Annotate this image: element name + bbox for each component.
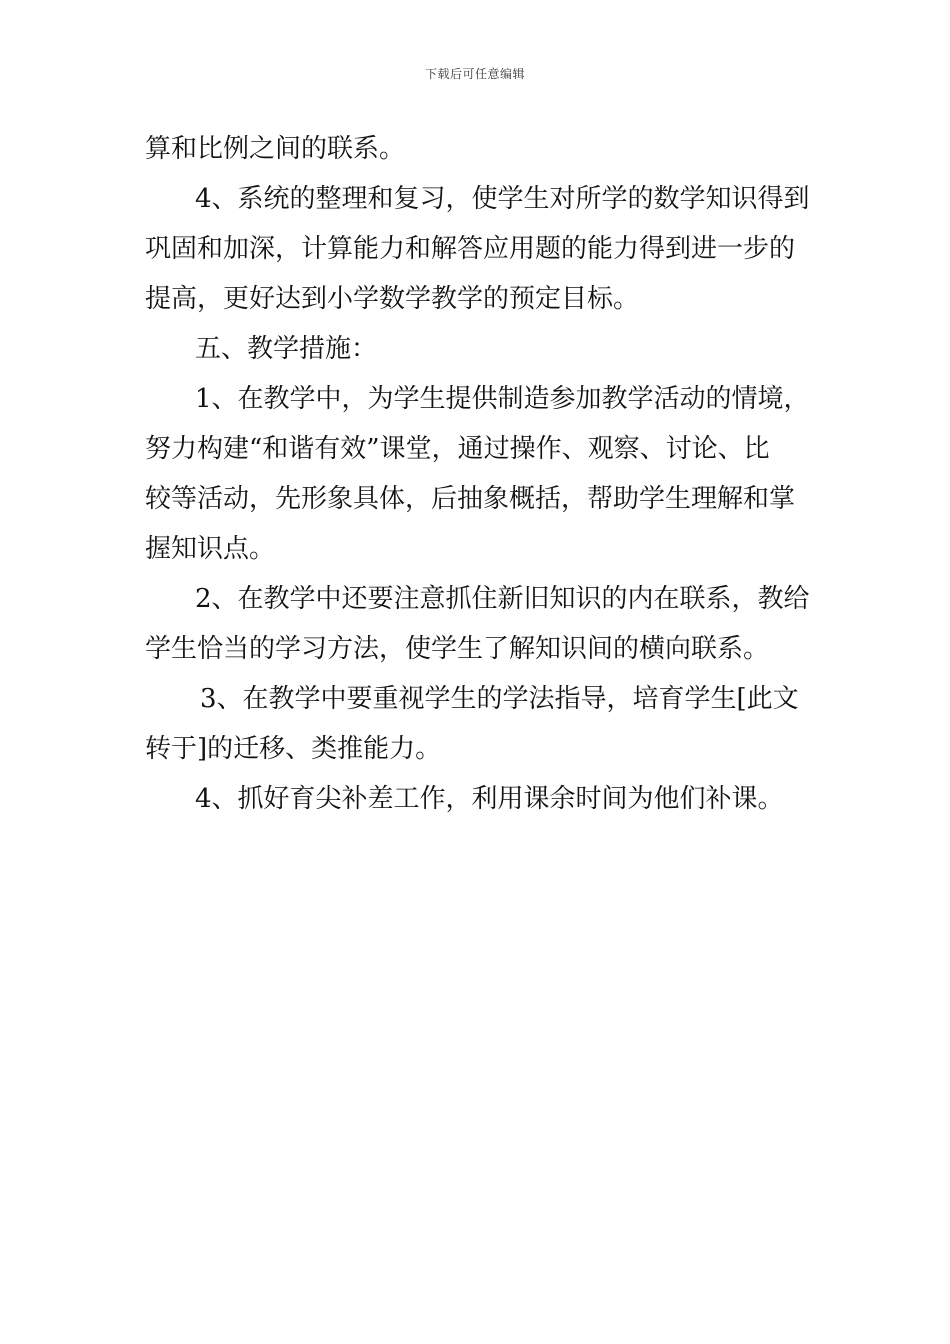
text-line: 学生恰当的学习方法，使学生了解知识间的横向联系。 [145, 634, 770, 664]
header-note: 下载后可任意编辑 [424, 67, 525, 81]
text-line: 4、抓好育尖补差工作，利用课余时间为他们补课。 [195, 784, 784, 814]
text-line: 1、在教学中，为学生提供制造参加教学活动的情境， [195, 384, 810, 414]
text-line: 算和比例之间的联系。 [145, 134, 406, 164]
text-line: 4、系统的整理和复习，使学生对所学的数学知识得到 [195, 184, 810, 214]
text-line: 3、在教学中要重视学生的学法指导，培育学生[此文 [200, 684, 799, 714]
text-line: 巩固和加深，计算能力和解答应用题的能力得到进一步的 [145, 234, 796, 264]
text-line: 努力构建“和谐有效”课堂，通过操作、观察、讨论、比 [145, 434, 770, 464]
text-line: 握知识点。 [145, 534, 276, 564]
section-heading: 五、教学措施： [195, 334, 378, 364]
text-line: 较等活动，先形象具体，后抽象概括，帮助学生理解和掌 [145, 484, 796, 514]
text-line: 提高，更好达到小学数学教学的预定目标。 [145, 284, 640, 314]
text-line: 2、在教学中还要注意抓住新旧知识的内在联系，教给 [195, 584, 810, 614]
text-line: 转于]的迁移、类推能力。 [145, 734, 442, 764]
